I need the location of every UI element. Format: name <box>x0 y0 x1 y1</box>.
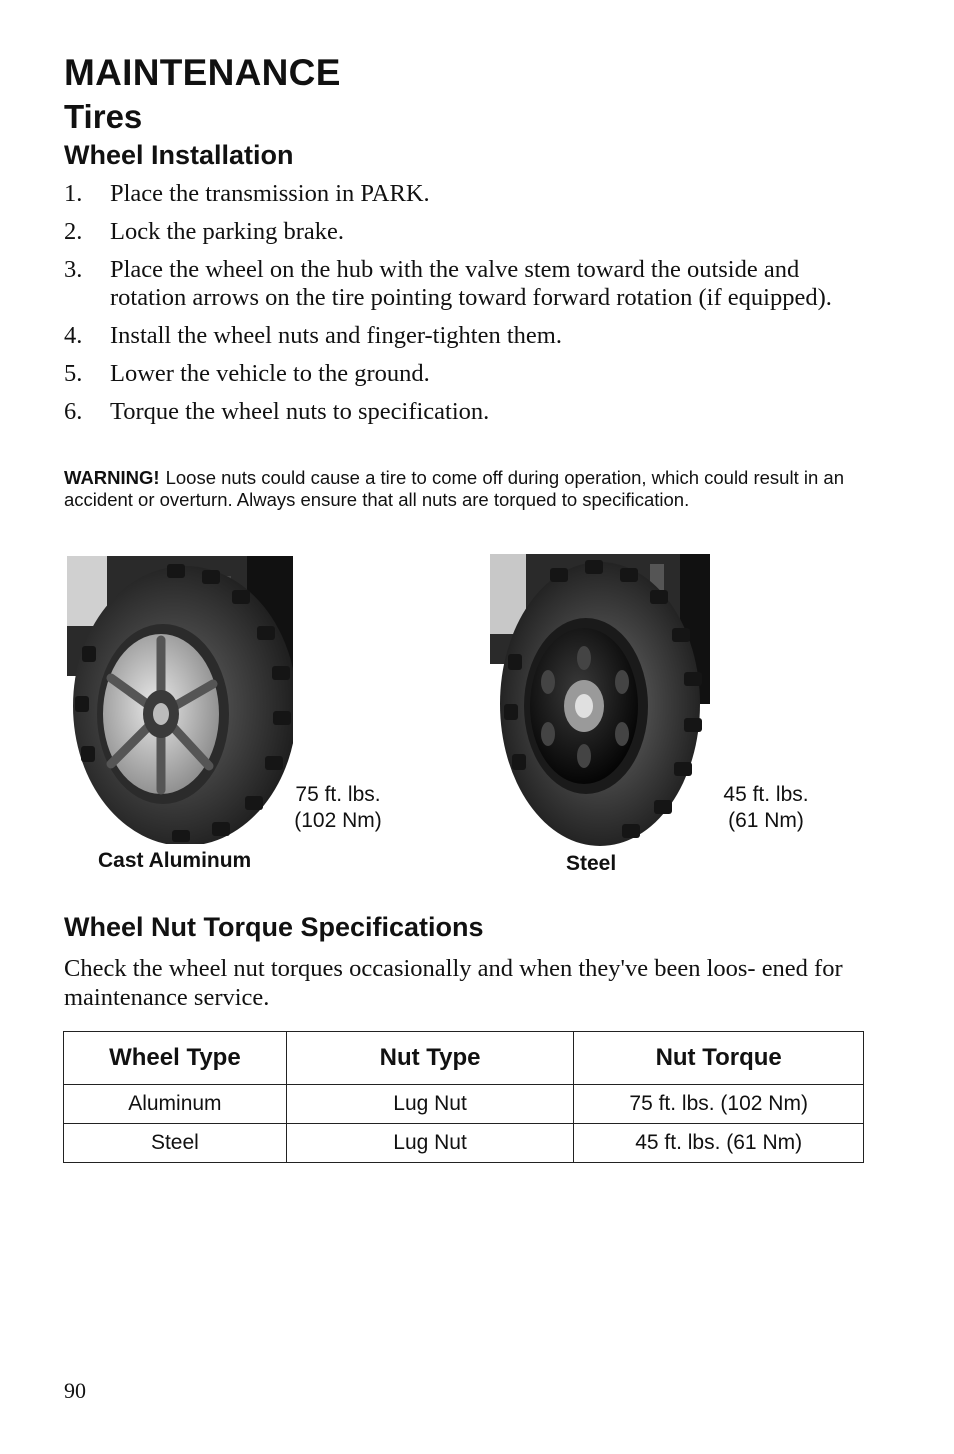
installation-steps <box>64 180 864 436</box>
cast-torque-metric: (102 Nm) <box>294 809 382 832</box>
cell-nut-type: Lug Nut <box>286 1085 574 1124</box>
torque-spec-table <box>63 1031 864 1163</box>
step-text: Install the wheel nuts and finger-tighten them. <box>110 322 562 349</box>
step-item <box>64 398 864 426</box>
cell-nut-torque: 75 ft. lbs. (102 Nm) <box>574 1085 864 1124</box>
header-nut-torque: Nut Torque <box>574 1032 864 1085</box>
page-number: 90 <box>64 1378 86 1403</box>
warning-text: Loose nuts could cause a tire to come off during operation, which could result in an accident or overturn. Always ensure that all nuts are torqued to specification. <box>64 467 844 510</box>
steel-torque-metric: (61 Nm) <box>728 809 804 832</box>
cast-torque-label <box>280 782 396 834</box>
step-number: 2. <box>64 218 83 245</box>
cell-wheel-type: Steel <box>64 1124 287 1163</box>
cast-aluminum-caption: Cast Aluminum <box>98 849 252 872</box>
steel-wheel-photo <box>490 554 710 846</box>
cast-torque-imperial: 75 ft. lbs. <box>295 783 381 806</box>
step-item <box>64 256 864 312</box>
warning-note <box>64 467 874 511</box>
step-text: Lower the vehicle to the ground. <box>110 360 430 387</box>
warning-label: WARNING! <box>64 467 160 488</box>
cast-aluminum-wheel-photo <box>67 556 293 844</box>
step-text: Torque the wheel nuts to specification. <box>110 398 490 425</box>
steel-caption: Steel <box>566 852 617 875</box>
step-number: 1. <box>64 180 83 207</box>
step-text: Lock the parking brake. <box>110 218 345 245</box>
header-nut-type: Nut Type <box>286 1032 574 1085</box>
step-number: 6. <box>64 398 83 425</box>
step-text: Place the wheel on the hub with the valve stem toward the outside and rotation arrows on the tire pointing toward forward rotation (if equipped). <box>110 256 832 311</box>
step-item <box>64 360 864 388</box>
steel-torque-imperial: 45 ft. lbs. <box>723 783 809 806</box>
step-item <box>64 322 864 350</box>
step-text: Place the transmission in PARK. <box>110 180 430 207</box>
step-number: 4. <box>64 322 83 349</box>
cell-nut-type: Lug Nut <box>286 1124 574 1163</box>
cell-wheel-type: Aluminum <box>64 1085 287 1124</box>
torque-spec-body: Check the wheel nut torques occasionally and when they've been loos- ened for maintenance service. <box>64 955 843 1011</box>
torque-spec-title: Wheel Nut Torque Specifications <box>64 912 484 942</box>
table-row <box>64 1085 864 1124</box>
table-header-row <box>64 1032 864 1085</box>
step-item <box>64 180 864 208</box>
cell-nut-torque: 45 ft. lbs. (61 Nm) <box>574 1124 864 1163</box>
step-number: 5. <box>64 360 83 387</box>
section-title: MAINTENANCE <box>64 52 341 93</box>
table-row <box>64 1124 864 1163</box>
topic-title: Wheel Installation <box>64 140 294 170</box>
header-wheel-type: Wheel Type <box>64 1032 287 1085</box>
subsection-title: Tires <box>64 98 143 135</box>
step-item <box>64 218 864 246</box>
steel-torque-label <box>706 782 826 834</box>
step-number: 3. <box>64 256 83 283</box>
